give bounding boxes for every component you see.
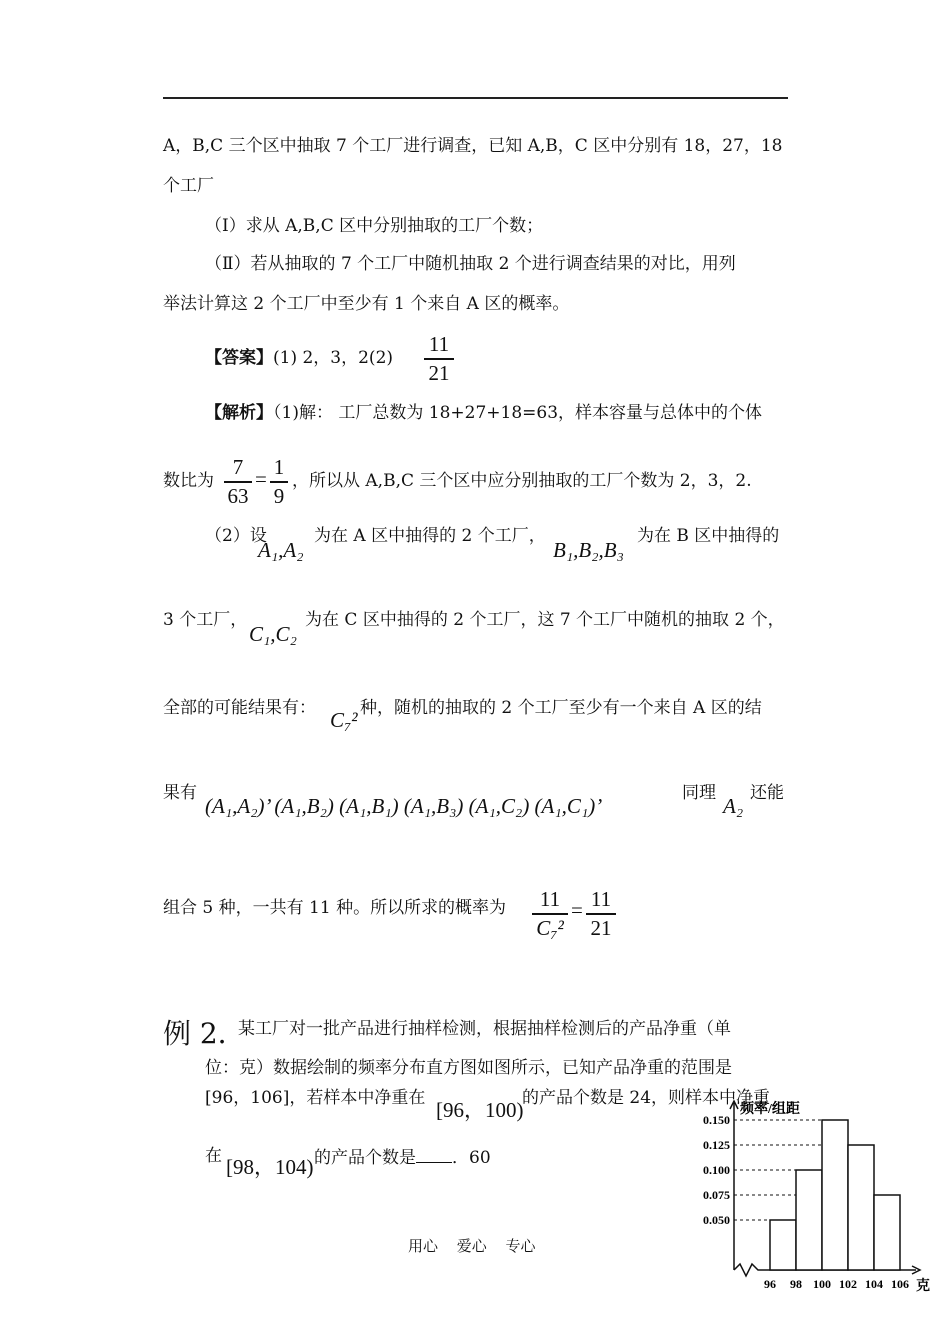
paragraph-line-2: 个工厂 xyxy=(163,176,214,196)
ratio-fraction-1 xyxy=(224,456,252,508)
step5-a2: A₂ xyxy=(723,794,744,818)
paragraph-line-1: A，B,C 三个区中抽取 7 个工厂进行调查，已知 A,B，C 区中分别有 18，27，18 xyxy=(163,136,783,156)
step4-post: 种，随机的抽取的 2 个工厂至少有一个来自 A 区的结 xyxy=(360,698,762,718)
step6-frac2-num: 11 xyxy=(590,887,612,911)
frequency-histogram xyxy=(680,1095,940,1295)
x-tick-label: 102 xyxy=(839,1277,857,1291)
question-2-line-1: （Ⅱ）若从抽取的 7 个工厂中随机抽取 2 个进行调查结果的对比，用列 xyxy=(205,254,736,274)
step4-combination: C₇² xyxy=(330,708,358,732)
example-2-line-3a: [96，106]，若样本中净重在 xyxy=(205,1088,426,1108)
question-1: （Ⅰ）求从 A,B,C 区中分别抽取的工厂个数； xyxy=(205,216,544,236)
answer-frac-den: 21 xyxy=(428,360,450,385)
x-tick-label: 100 xyxy=(813,1277,831,1291)
analysis-text: （1)解： 工厂总数为 18+27+18=63，样本容量与总体中的个体 xyxy=(273,403,763,423)
ratio-post: ，所以从 A,B,C 三个区中应分别抽取的工厂个数为 2，3，2. xyxy=(292,471,752,491)
example-2-line-2: 位：克）数据绘制的频率分布直方图如图所示，已知产品净重的范围是 xyxy=(205,1058,732,1078)
step3-post: 为在 C 区中抽得的 2 个工厂，这 7 个工厂中随机的抽取 2 个， xyxy=(305,610,785,630)
y-tick-label: 0.050 xyxy=(703,1213,730,1227)
step6-pre: 组合 5 种，一共有 11 种。所以所求的概率为 xyxy=(163,898,507,918)
answer-frac-num: 11 xyxy=(428,332,450,356)
ratio-pre: 数比为 xyxy=(163,471,214,491)
step6-fraction-1 xyxy=(532,888,568,940)
step2-a-set: A₁,A₂ xyxy=(258,538,304,562)
step2-b-set: B₁,B₂,B₃ xyxy=(553,538,624,562)
step2-mid: 为在 A 区中抽得的 2 个工厂， xyxy=(314,526,546,546)
x-axis-label: 克 xyxy=(916,1279,930,1294)
example-2-interval-1: [96，100) xyxy=(436,1098,524,1122)
answer-fraction xyxy=(424,333,454,385)
step2-pre: （2）设 xyxy=(205,526,267,546)
step6-equals: = xyxy=(571,898,583,922)
example-2-line-1: 某工厂对一批产品进行抽样检测，根据抽样检测后的产品净重（单 xyxy=(238,1019,731,1039)
answer-text: (1) 2，3，2(2) xyxy=(273,348,394,368)
answer-tag: 【答案】 xyxy=(205,348,273,368)
header-rule xyxy=(163,97,788,99)
answer-line xyxy=(205,350,393,367)
ratio-frac2-num: 1 xyxy=(273,455,285,479)
x-tick-label: 106 xyxy=(891,1277,909,1291)
step6-frac1-num: 11 xyxy=(539,887,561,911)
example-2-line-3c: 的产品个数是 24，则样本中净重 xyxy=(522,1088,771,1108)
step6-fraction-2 xyxy=(586,888,616,940)
step5-pre: 果有 xyxy=(163,783,197,803)
ratio-frac2-den: 9 xyxy=(273,483,285,508)
example-2-line-4c xyxy=(314,1148,491,1167)
x-tick-label: 96 xyxy=(764,1277,776,1291)
y-tick-label: 0.150 xyxy=(703,1113,730,1127)
ratio-equals: = xyxy=(255,467,267,491)
histogram-bar xyxy=(770,1220,796,1270)
histogram-bar xyxy=(848,1145,874,1270)
y-axis-label: 频率/组距 xyxy=(740,1102,800,1117)
analysis-line xyxy=(205,405,762,422)
x-tick-label: 98 xyxy=(790,1277,802,1291)
step5-mid: 同理 xyxy=(682,783,716,803)
step5-pairs: (A₁,A₂)’ (A₁,B₂) (A₁,B₁) (A₁,B₃) (A₁,C₂) (A₁,C₁)’ xyxy=(205,794,603,818)
step2-post: 为在 B 区中抽得的 xyxy=(637,526,780,546)
footer-slogan: 用心 爱心 专心 xyxy=(408,1237,536,1255)
step3-c-set: C₁,C₂ xyxy=(249,622,297,646)
histogram-bar xyxy=(822,1120,848,1270)
example-2-interval-2: [98，104) xyxy=(226,1155,314,1179)
y-tick-label: 0.100 xyxy=(703,1163,730,1177)
answer-blank xyxy=(416,1148,452,1163)
y-tick-label: 0.075 xyxy=(703,1188,730,1202)
x-tick-label: 104 xyxy=(865,1277,883,1291)
step5-post: 还能 xyxy=(750,783,784,803)
step3-pre: 3 个工厂， xyxy=(163,610,248,630)
example-2-label: 例 2． xyxy=(163,1017,246,1050)
histogram-bar xyxy=(874,1195,900,1270)
question-2-line-2: 举法计算这 2 个工厂中至少有 1 个来自 A 区的概率。 xyxy=(163,294,570,314)
ratio-frac1-num: 7 xyxy=(232,455,244,479)
example-2-question-text: 的产品个数是 xyxy=(314,1148,416,1168)
step6-frac2-den: 21 xyxy=(590,915,612,940)
example-2-answer: ．60 xyxy=(452,1148,491,1168)
ratio-fraction-2 xyxy=(270,456,288,508)
analysis-tag: 【解析】 xyxy=(205,403,273,423)
ratio-frac1-den: 63 xyxy=(227,483,249,508)
example-2-line-4a: 在 xyxy=(205,1146,222,1166)
step4-pre: 全部的可能结果有： xyxy=(163,698,316,718)
histogram-bar xyxy=(796,1170,822,1270)
step6-frac1-den: C₇² xyxy=(536,915,564,940)
y-tick-label: 0.125 xyxy=(703,1138,730,1152)
